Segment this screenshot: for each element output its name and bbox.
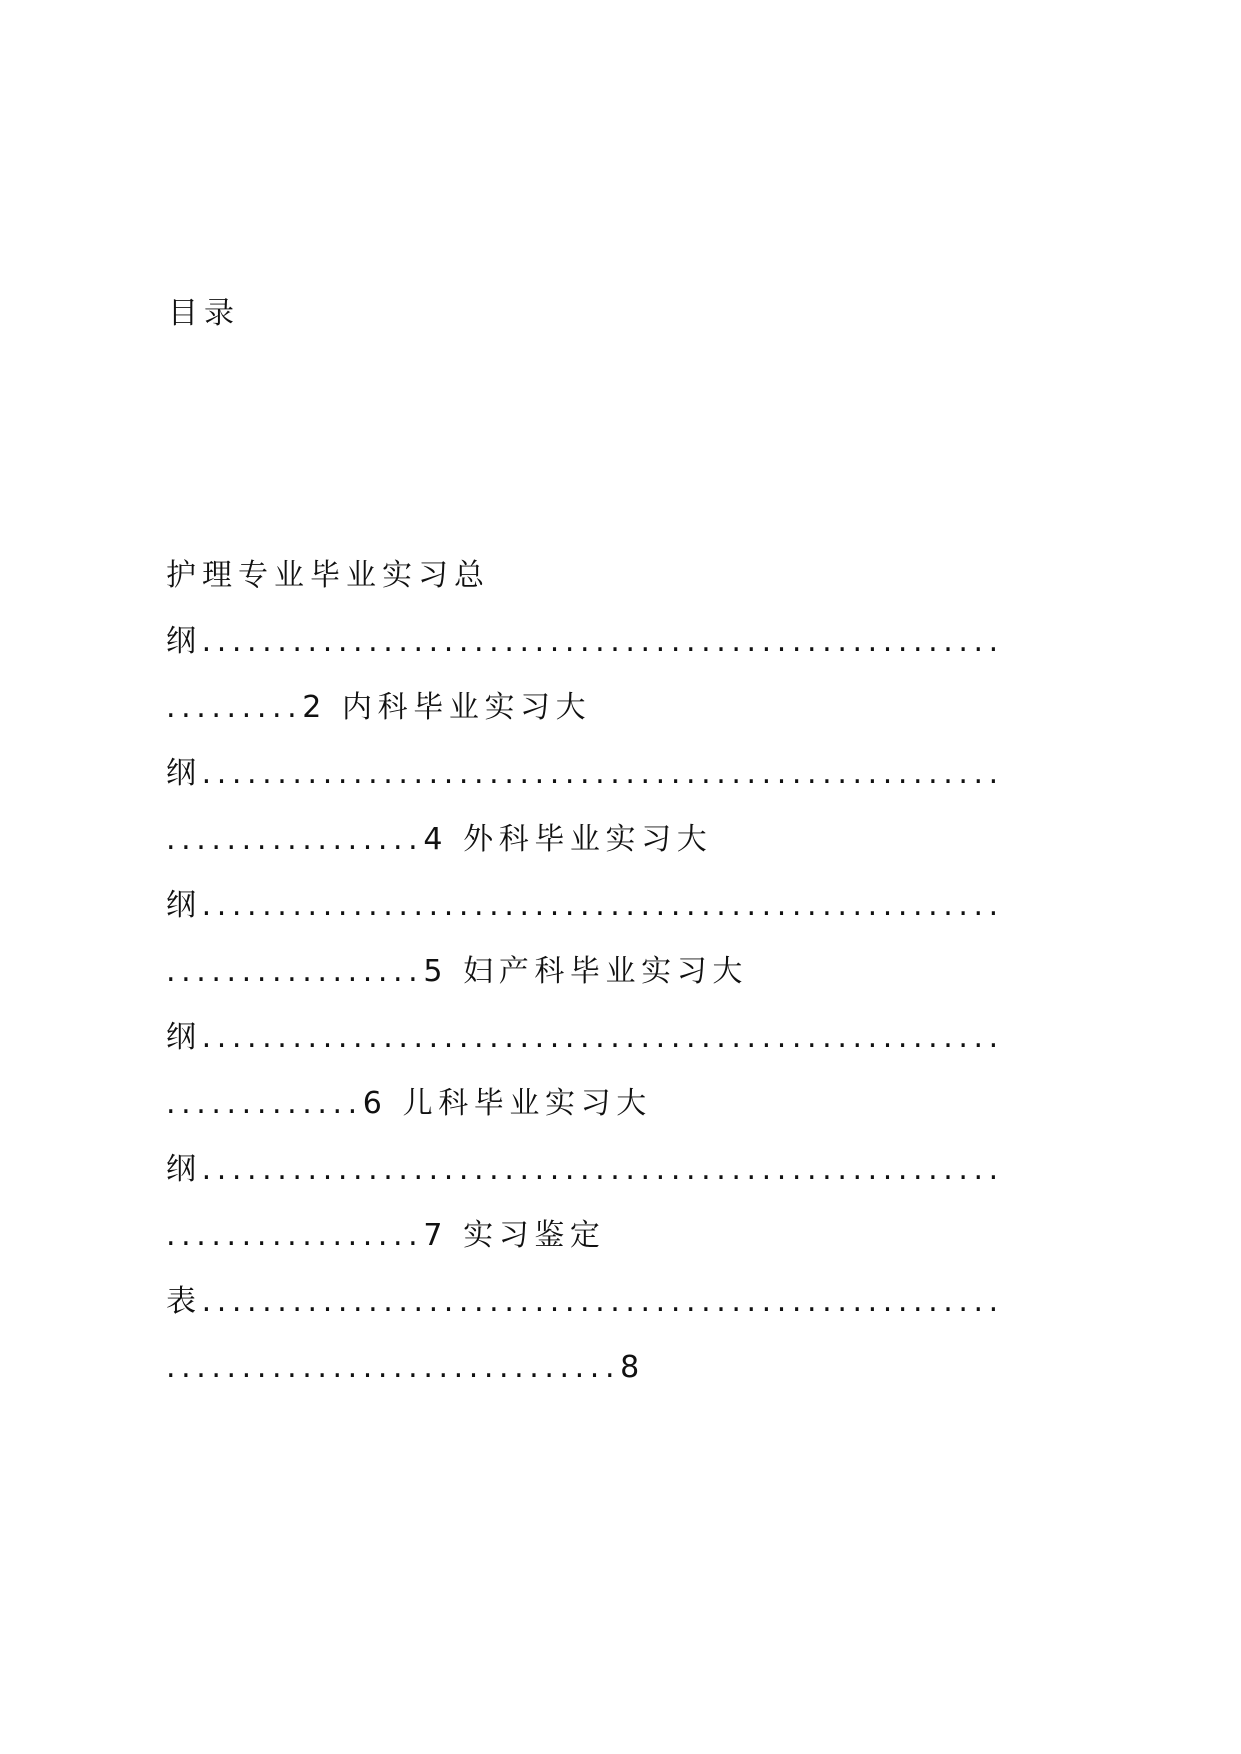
toc-line-11: .................7 实习鉴定 [166,1218,606,1253]
toc-line-9: .............6 儿科毕业实习大 [166,1086,652,1121]
toc-line-1: 护理专业毕业实习总 [166,558,490,593]
toc-line-6: 纲..................................................... [166,888,1004,923]
toc-line-3: .........2 内科毕业实习大 [166,690,592,725]
toc-heading: 目录 [168,296,240,331]
toc-line-2: 纲..................................................... [166,624,1004,659]
toc-line-5: .................4 外科毕业实习大 [166,822,713,857]
toc-line-4: 纲..................................................... [166,756,1004,791]
toc-line-7: .................5 妇产科毕业实习大 [166,954,748,989]
toc-line-13: ..............................8 [166,1350,645,1385]
toc-line-10: 纲..................................................... [166,1152,1004,1187]
toc-line-12: 表..................................................... [166,1284,1004,1319]
toc-line-8: 纲..................................................... [166,1020,1004,1055]
